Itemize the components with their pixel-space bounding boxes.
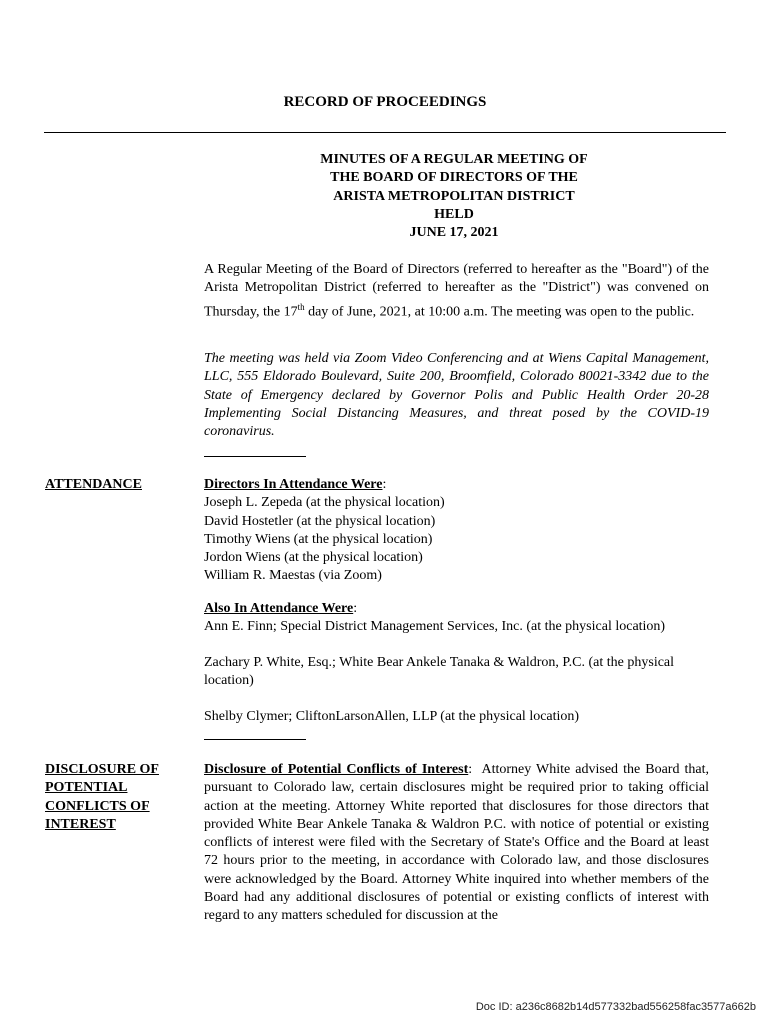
disclosure-text: Attorney White advised the Board that, pursuant to Colorado law, certain disclosures might be required prior to taking official action at the meeting. Attorney White reported that disclosures for those directors that provided White Bear Ankele Tanaka & Waldron P.C. with notice of potential or existing conflicts of interest were filed with the Secretary of State's Office and the Board at least 72 hours prior to the meeting, in accordance with Colorado law, and those disclosures were acknowledged by the Board. Attorney White inquired into whether members of the Board had any additional disclosures of potential or existing conflicts of interest with regard to any matters scheduled for discussion at the xyxy=(204,762,710,924)
page-title: RECORD OF PROCEEDINGS xyxy=(283,94,487,110)
attendee-item: Shelby Clymer; CliftonLarsonAllen, LLP (at the physical location) xyxy=(204,709,580,724)
heading-colon: : xyxy=(382,477,387,492)
attendee-item: Zachary P. White, Esq.; White Bear Ankele Tanaka & Waldron, P.C. (at the physical location) xyxy=(204,655,675,689)
attendance-section xyxy=(204,476,709,586)
disclosure-heading: Disclosure of Potential Conflicts of Interest xyxy=(204,762,469,777)
ordinal-suffix: th xyxy=(297,301,305,312)
attendance-side-label: ATTENDANCE xyxy=(45,477,142,492)
also-heading-line xyxy=(204,600,709,618)
disclosure-side-label: DISCLOSURE OF POTENTIAL CONFLICTS OF INTEREST xyxy=(45,762,159,832)
heading-colon: : xyxy=(468,762,473,777)
meeting-heading xyxy=(204,151,704,242)
meeting-heading-line: HELD xyxy=(434,206,474,222)
meeting-date: JUNE 17, 2021 xyxy=(409,225,499,241)
doc-id: Doc ID: a236c8682b14d577332bad556258fac3577a662b xyxy=(475,1001,756,1013)
heading-colon: : xyxy=(353,601,358,616)
director-item: Jordon Wiens (at the physical location) xyxy=(204,550,423,566)
section-divider xyxy=(204,456,306,457)
intro-paragraph xyxy=(204,261,709,322)
zoom-note: The meeting was held via Zoom Video Conferencing and at Wiens Capital Management, LLC, 555 Eldorado Boulevard, Suite 200, Broomfield, Colorado 80021-3342 due to the State of Emergency declared by Governor Polis and Public Health Order 20-28 Implementing Social Distancing Measures, and threat posed by the COVID-19 coronavirus. xyxy=(204,351,709,440)
also-heading: Also In Attendance Were xyxy=(204,601,354,616)
also-attendance-section xyxy=(204,600,709,637)
meeting-heading-line: MINUTES OF A REGULAR MEETING OF xyxy=(320,152,588,167)
director-item: William R. Maestas (via Zoom) xyxy=(204,568,382,584)
intro-text: A Regular Meeting of the Board of Directors (referred to hereafter as the "Board") of the Arista Metropolitan District (referred to hereafter as the "District") was convened on Thursday, the 17 xyxy=(204,262,709,320)
director-item: Timothy Wiens (at the physical location) xyxy=(204,531,433,547)
director-item: Joseph L. Zepeda (at the physical location) xyxy=(204,495,445,511)
intro-text-end: day of June, 2021, at 10:00 a.m. The meeting was open to the public. xyxy=(304,304,695,320)
disclosure-paragraph xyxy=(204,761,709,926)
section-divider xyxy=(204,739,306,740)
directors-heading: Directors In Attendance Were xyxy=(204,477,383,492)
header-divider xyxy=(44,132,726,133)
director-item: David Hostetler (at the physical location) xyxy=(204,513,436,529)
meeting-heading-line: ARISTA METROPOLITAN DISTRICT xyxy=(333,188,575,204)
meeting-heading-line: THE BOARD OF DIRECTORS OF THE xyxy=(330,170,578,186)
directors-heading-line xyxy=(204,476,709,494)
attendee-item: Ann E. Finn; Special District Management Services, Inc. (at the physical location) xyxy=(204,619,666,635)
